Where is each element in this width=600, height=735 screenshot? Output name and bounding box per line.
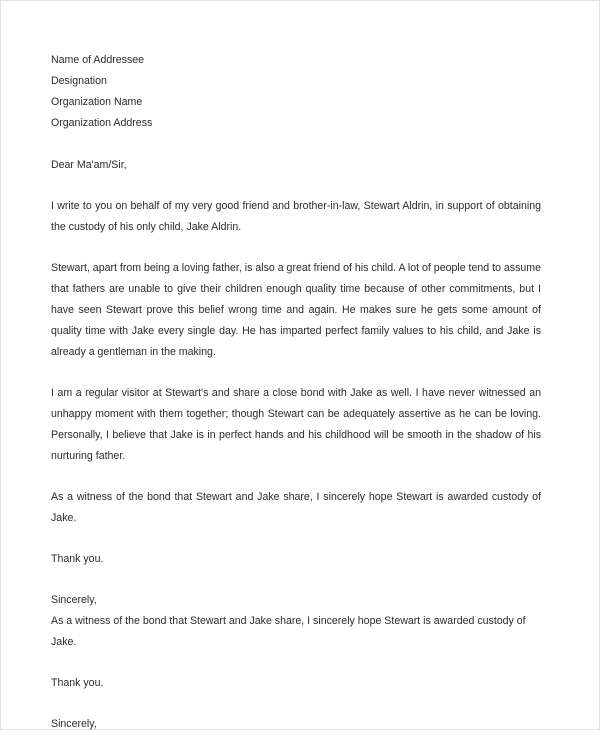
salutation: Dear Ma'am/Sir,	[51, 159, 127, 171]
addressee-name: Name of Addressee	[51, 54, 145, 66]
body-paragraph-father: Stewart, apart from being a loving father, is also a great friend of his child. A lot of people tend to assume that fathers are unable to give their children enough quality time because of other commitments, but I have seen Stewart prove this belief wrong time and again. He makes sure he gets some amount of quality time with Jake every single day. He has imparted perfect family values to his child, and Jake is already a gentleman in the making.	[51, 262, 541, 358]
organization-name: Organization Name	[51, 96, 143, 108]
recipient-address-block	[51, 50, 541, 134]
thank-you-line: Thank you.	[51, 553, 104, 565]
repeated-witness-line: As a witness of the bond that Stewart and Jake share, I sincerely hope Stewart is awarded custody of Jake.	[51, 615, 526, 648]
sign-off-repeat: Sincerely,	[51, 718, 97, 730]
body-paragraph-intro: I write to you on behalf of my very good friend and brother-in-law, Stewart Aldrin, in support of obtaining the custody of his only child, Jake Aldrin.	[51, 200, 541, 233]
thank-you-line-repeat: Thank you.	[51, 677, 104, 689]
body-paragraph-hope: As a witness of the bond that Stewart and Jake share, I sincerely hope Stewart is awarded custody of Jake.	[51, 491, 541, 524]
body-paragraph-bond: I am a regular visitor at Stewart's and share a close bond with Jake as well. I have never witnessed an unhappy moment with them together; though Stewart can be adequately assertive as he can be loving. Personally, I believe that Jake is in perfect hands and his childhood will be smooth in the shadow of his nurturing father.	[51, 387, 541, 462]
sign-off: Sincerely,	[51, 594, 97, 606]
organization-address: Organization Address	[51, 117, 153, 129]
addressee-designation: Designation	[51, 75, 107, 87]
letter-document	[51, 50, 541, 735]
